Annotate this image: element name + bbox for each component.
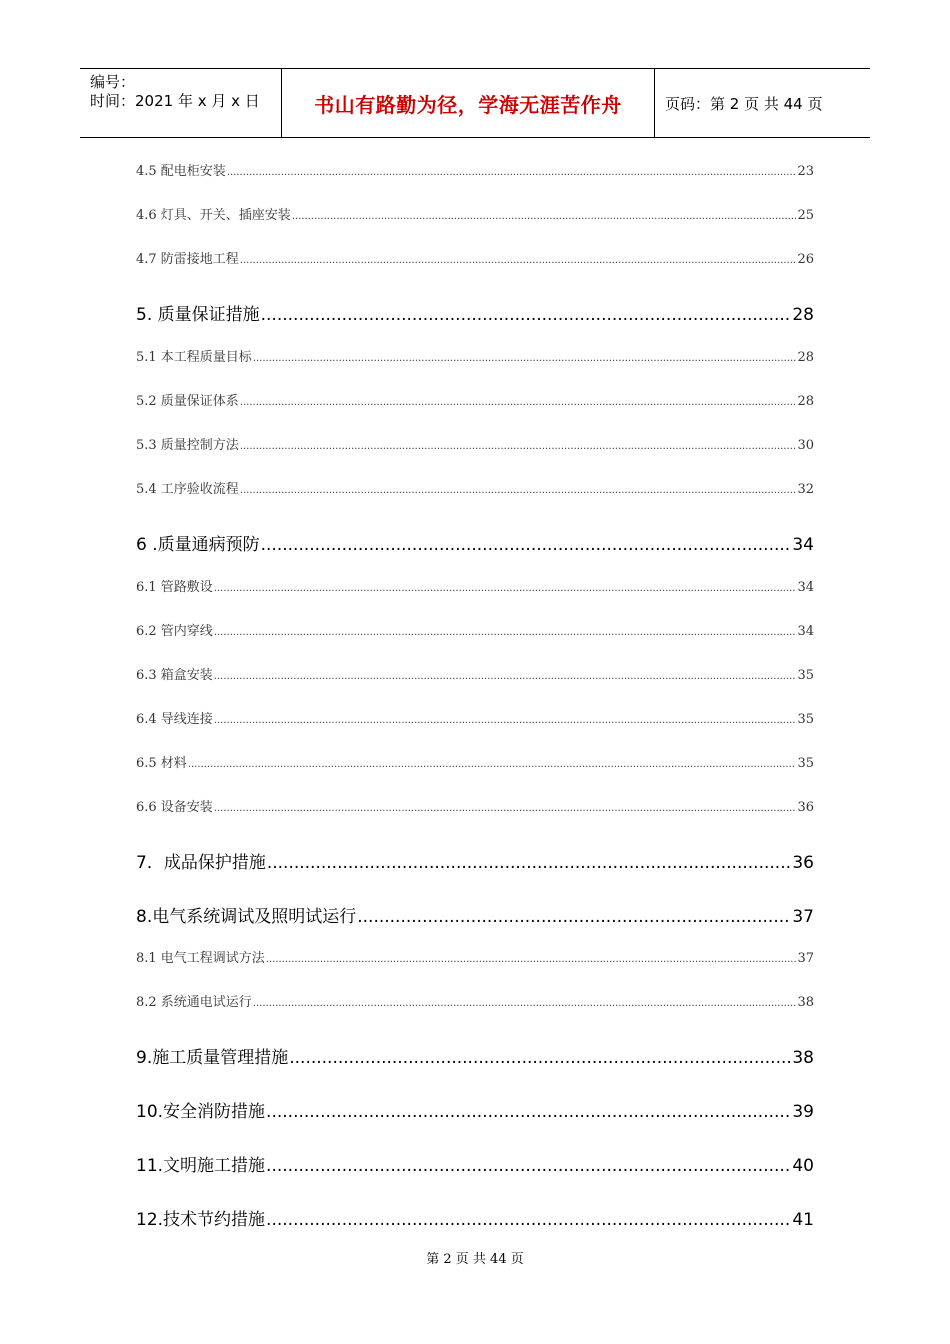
toc-dot-leader [289, 1048, 791, 1068]
toc-entry-page: 30 [797, 438, 814, 453]
toc-entry-page: 38 [792, 1048, 814, 1068]
toc-dot-leader [240, 485, 797, 496]
toc-dot-leader [240, 441, 797, 452]
toc-section-entry[interactable] [136, 390, 814, 409]
toc-entry-label: 4.7 防雷接地工程 [136, 252, 239, 267]
toc-dot-leader [261, 535, 792, 555]
toc-entry-label: 10.安全消防措施 [136, 1102, 266, 1122]
toc-dot-leader [214, 671, 797, 682]
toc-entry-page: 35 [797, 756, 814, 771]
toc-section-entry[interactable] [136, 248, 814, 267]
toc-dot-leader [266, 954, 797, 965]
toc-section-entry[interactable] [136, 991, 814, 1010]
toc-chapter-entry[interactable] [136, 848, 814, 873]
toc-entry-page: 32 [797, 482, 814, 497]
toc-entry-page: 34 [792, 535, 814, 555]
toc-entry-page: 28 [792, 305, 814, 325]
toc-chapter-entry[interactable] [136, 1097, 814, 1122]
toc-dot-leader [266, 1102, 791, 1122]
toc-entry-page: 28 [797, 350, 814, 365]
toc-entry-label: 6 .质量通病预防 [136, 535, 260, 555]
toc-dot-leader [266, 1210, 791, 1230]
toc-section-entry[interactable] [136, 204, 814, 223]
toc-dot-leader [266, 1156, 791, 1176]
toc-section-entry[interactable] [136, 752, 814, 771]
toc-dot-leader [214, 583, 797, 594]
toc-entry-label: 12.技术节约措施 [136, 1210, 266, 1230]
toc-dot-leader [214, 627, 797, 638]
toc-entry-label: 4.6 灯具、开关、插座安装 [136, 208, 291, 223]
toc-entry-label: 6.4 导线连接 [136, 712, 213, 727]
toc-entry-label: 5.1 本工程质量目标 [136, 350, 252, 365]
toc-entry-label: 6.3 箱盒安装 [136, 668, 213, 683]
toc-section-entry[interactable] [136, 346, 814, 365]
toc-dot-leader [240, 255, 797, 266]
toc-entry-page: 34 [797, 580, 814, 595]
toc-entry-page: 38 [797, 995, 814, 1010]
toc-dot-leader [227, 167, 797, 178]
header-meta-cell [80, 69, 282, 137]
toc-entry-page: 34 [797, 624, 814, 639]
page-footer: 第 2 页 共 44 页 [426, 1252, 524, 1267]
toc-dot-leader [357, 907, 791, 927]
toc-entry-page: 35 [797, 668, 814, 683]
toc-chapter-entry[interactable] [136, 1043, 814, 1068]
document-header [80, 68, 870, 138]
toc-entry-label: 5. 质量保证措施 [136, 305, 260, 325]
toc-entry-label: 11.文明施工措施 [136, 1156, 266, 1176]
toc-entry-label: 6.2 管内穿线 [136, 624, 213, 639]
toc-entry-label: 5.4 工序验收流程 [136, 482, 239, 497]
header-motto: 书山有路勤为径，学海无涯苦作舟 [282, 69, 655, 137]
toc-entry-label: 8.2 系统通电试运行 [136, 995, 252, 1010]
toc-entry-label: 9.施工质量管理措施 [136, 1048, 289, 1068]
toc-entry-label: 6.6 设备安装 [136, 800, 213, 815]
toc-dot-leader [214, 803, 797, 814]
toc-entry-label: 8.电气系统调试及照明试运行 [136, 907, 357, 927]
toc-dot-leader [253, 353, 797, 364]
toc-section-entry[interactable] [136, 947, 814, 966]
toc-section-entry[interactable] [136, 434, 814, 453]
document-number-label: 编号： [90, 73, 136, 91]
toc-section-entry[interactable] [136, 160, 814, 179]
toc-entry-page: 41 [792, 1210, 814, 1230]
header-page-info: 页码：第 2 页 共 44 页 [665, 94, 823, 113]
toc-entry-label: 6.1 管路敷设 [136, 580, 213, 595]
toc-chapter-entry[interactable] [136, 300, 814, 325]
toc-entry-label: 6.5 材料 [136, 756, 187, 771]
toc-chapter-entry[interactable] [136, 902, 814, 927]
toc-section-entry[interactable] [136, 620, 814, 639]
toc-entry-page: 35 [797, 712, 814, 727]
toc-chapter-entry[interactable] [136, 1205, 814, 1230]
toc-dot-leader [240, 397, 797, 408]
toc-entry-page: 25 [797, 208, 814, 223]
toc-entry-label: 8.1 电气工程调试方法 [136, 951, 265, 966]
toc-entry-page: 28 [797, 394, 814, 409]
toc-dot-leader [188, 759, 797, 770]
toc-chapter-entry[interactable] [136, 530, 814, 555]
toc-entry-page: 36 [792, 853, 814, 873]
toc-dot-leader [214, 715, 797, 726]
toc-entry-page: 37 [797, 951, 814, 966]
toc-entry-page: 40 [792, 1156, 814, 1176]
toc-entry-label: 4.5 配电柜安装 [136, 164, 226, 179]
toc-section-entry[interactable] [136, 796, 814, 815]
toc-dot-leader [267, 853, 792, 873]
toc-entry-label: 5.2 质量保证体系 [136, 394, 239, 409]
toc-entry-page: 23 [797, 164, 814, 179]
toc-dot-leader [253, 998, 797, 1009]
document-date: 时间：2021 年 x 月 x 日 [90, 92, 260, 110]
toc-section-entry[interactable] [136, 664, 814, 683]
toc-entry-page: 26 [797, 252, 814, 267]
toc-dot-leader [292, 211, 797, 222]
toc-section-entry[interactable] [136, 708, 814, 727]
toc-section-entry[interactable] [136, 478, 814, 497]
toc-entry-page: 37 [792, 907, 814, 927]
toc-section-entry[interactable] [136, 576, 814, 595]
toc-entry-page: 36 [797, 800, 814, 815]
toc-chapter-entry[interactable] [136, 1151, 814, 1176]
toc-entry-label: 5.3 质量控制方法 [136, 438, 239, 453]
toc-entry-page: 39 [792, 1102, 814, 1122]
toc-dot-leader [261, 305, 792, 325]
toc-entry-label: 7．成品保护措施 [136, 853, 266, 873]
